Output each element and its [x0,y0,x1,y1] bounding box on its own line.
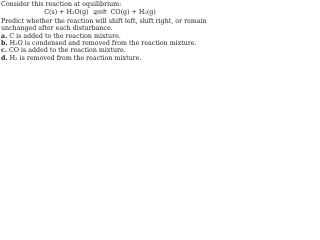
equation-reactants: C(s) + H₂O(g) [44,9,89,17]
item-letter: a. [1,32,8,40]
question-line-1: Predict whether the reaction will shift left, shift right, or remain [1,18,207,26]
question-line-2: unchanged after each disturbance. [1,25,113,33]
item-letter: d. [1,54,8,62]
item-text: H₂ is removed from the reaction mixture. [9,54,142,62]
list-item-c [1,47,199,54]
item-letter: c. [1,47,8,55]
intro-text: Consider this reaction at equilibrium: [1,1,122,8]
item-letter: b. [1,39,8,47]
chemical-equation [1,9,199,17]
item-text: CO is added to the reaction mixture. [9,47,126,55]
item-text: C is added to the reaction mixture. [9,32,121,40]
equation-products: CO(g) + H₂(g) [110,9,156,17]
item-text: H₂O is condensed and removed from the reaction mixture. [9,39,197,47]
equilibrium-arrows-icon [93,9,107,15]
list-item-a [1,33,199,40]
list-item-d [1,55,199,62]
list-item-b [1,40,199,47]
problem-text [1,0,207,77]
